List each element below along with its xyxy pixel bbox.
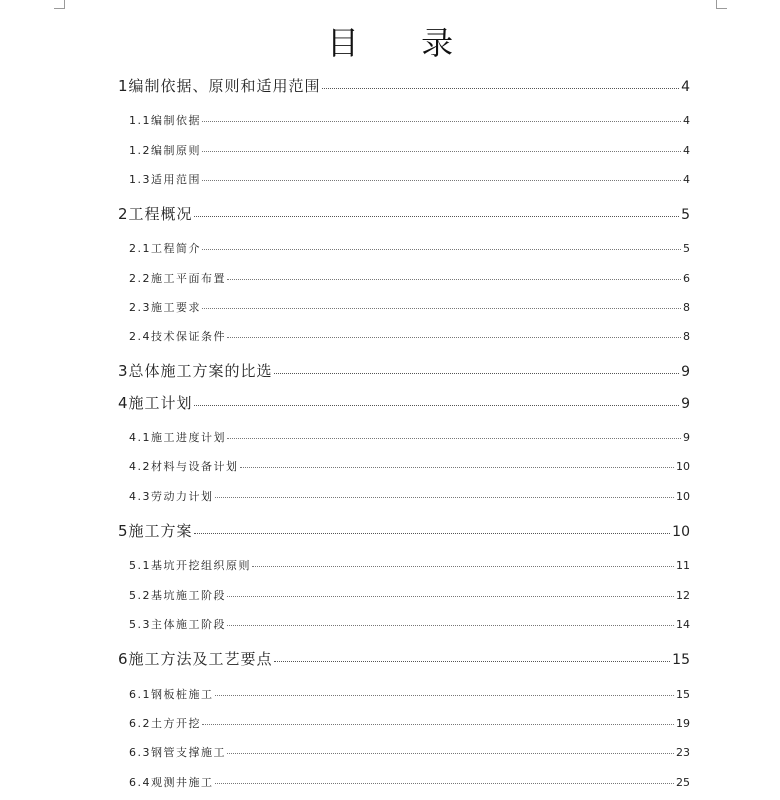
entry-number: 5.3 (129, 618, 151, 631)
dot-leader (202, 180, 681, 181)
entry-page-number: 19 (676, 717, 690, 730)
dot-leader (215, 783, 675, 784)
entry-page-number: 23 (676, 746, 690, 759)
toc-subsection-entry[interactable] (129, 744, 690, 760)
entry-number: 6.3 (129, 746, 151, 759)
entry-page-number: 9 (683, 431, 690, 444)
entry-page-number: 5 (683, 242, 690, 255)
entry-page-number: 4 (683, 114, 690, 127)
entry-page-number: 11 (676, 559, 690, 572)
entry-page-number: 25 (676, 776, 690, 789)
entry-page-number: 15 (672, 652, 690, 668)
entry-number: 6.4 (129, 776, 151, 789)
entry-title: 材料与设备计划 (151, 460, 239, 473)
entry-number: 6 (118, 650, 129, 668)
entry-title: 施工计划 (128, 394, 193, 412)
toc-section-entry[interactable] (118, 360, 690, 381)
entry-title: 工程简介 (151, 242, 201, 255)
dot-leader (274, 661, 671, 662)
entry-page-number: 9 (681, 396, 690, 412)
entry-page-number: 12 (676, 589, 690, 602)
dot-leader (227, 596, 674, 597)
dot-leader (202, 121, 681, 122)
entry-page-number: 4 (683, 173, 690, 186)
dot-leader (322, 88, 680, 89)
dot-leader (227, 438, 681, 439)
entry-title: 总体施工方案的比选 (128, 362, 273, 380)
dot-leader (274, 373, 680, 374)
toc-section-entry[interactable] (118, 520, 690, 541)
dot-leader (227, 625, 674, 626)
toc-subsection-entry[interactable] (129, 142, 690, 158)
entry-page-number: 4 (683, 144, 690, 157)
entry-number: 1 (118, 77, 129, 95)
toc-title: 目 录 (326, 24, 480, 62)
entry-title: 钢管支撑施工 (151, 746, 226, 759)
toc-subsection-entry[interactable] (129, 429, 690, 445)
entry-page-number: 5 (681, 207, 690, 223)
entry-page-number: 10 (676, 460, 690, 473)
entry-page-number: 4 (681, 79, 690, 95)
entry-number: 1.2 (129, 144, 151, 157)
entry-title: 主体施工阶段 (151, 618, 226, 631)
entry-title: 基坑开挖组织原则 (151, 559, 251, 572)
dot-leader (252, 566, 674, 567)
toc-subsection-entry[interactable] (129, 587, 690, 603)
dot-leader (227, 279, 681, 280)
toc-section-entry[interactable] (118, 392, 690, 413)
entry-title: 施工方法及工艺要点 (128, 650, 273, 668)
entry-page-number: 9 (681, 364, 690, 380)
entry-number: 6.1 (129, 688, 151, 701)
toc-subsection-entry[interactable] (129, 715, 690, 731)
entry-page-number: 8 (683, 330, 690, 343)
toc-subsection-entry[interactable] (129, 774, 690, 790)
dot-leader (194, 533, 671, 534)
dot-leader (194, 405, 680, 406)
entry-number: 6.2 (129, 717, 151, 730)
dot-leader (215, 497, 675, 498)
entry-number: 4.1 (129, 431, 151, 444)
entry-page-number: 14 (676, 618, 690, 631)
toc-subsection-entry[interactable] (129, 616, 690, 632)
toc-subsection-entry[interactable] (129, 557, 690, 573)
entry-number: 2.1 (129, 242, 151, 255)
toc-section-entry[interactable] (118, 648, 690, 669)
entry-title: 施工要求 (151, 301, 201, 314)
entry-title: 适用范围 (151, 173, 201, 186)
toc-subsection-entry[interactable] (129, 112, 690, 128)
toc-subsection-entry[interactable] (129, 686, 690, 702)
toc-section-entry[interactable] (118, 203, 690, 224)
dot-leader (202, 308, 681, 309)
dot-leader (240, 467, 675, 468)
dot-leader (227, 753, 674, 754)
entry-title: 钢板桩施工 (151, 688, 214, 701)
entry-page-number: 8 (683, 301, 690, 314)
entry-title: 施工平面布置 (151, 272, 226, 285)
entry-page-number: 15 (676, 688, 690, 701)
entry-number: 5 (118, 522, 129, 540)
toc-subsection-entry[interactable] (129, 488, 690, 504)
entry-title: 土方开挖 (151, 717, 201, 730)
entry-number: 3 (118, 362, 129, 380)
entry-title: 工程概况 (128, 205, 193, 223)
entry-number: 1.1 (129, 114, 151, 127)
toc-subsection-entry[interactable] (129, 171, 690, 187)
entry-title: 编制依据 (151, 114, 201, 127)
entry-title: 基坑施工阶段 (151, 589, 226, 602)
toc-subsection-entry[interactable] (129, 458, 690, 474)
entry-title: 编制依据、原则和适用范围 (128, 77, 321, 95)
entry-title: 技术保证条件 (151, 330, 226, 343)
toc-section-entry[interactable] (118, 75, 690, 96)
entry-number: 4.3 (129, 490, 151, 503)
entry-number: 2 (118, 205, 129, 223)
entry-number: 5.2 (129, 589, 151, 602)
dot-leader (227, 337, 681, 338)
entry-number: 2.3 (129, 301, 151, 314)
entry-title: 劳动力计划 (151, 490, 214, 503)
entry-page-number: 10 (672, 524, 690, 540)
dot-leader (202, 151, 681, 152)
toc-subsection-entry[interactable] (129, 270, 690, 286)
entry-number: 2.2 (129, 272, 151, 285)
entry-number: 4 (118, 394, 129, 412)
dot-leader (202, 724, 674, 725)
entry-title: 观测井施工 (151, 776, 214, 789)
toc-subsection-entry[interactable] (129, 299, 690, 315)
entry-title: 施工进度计划 (151, 431, 226, 444)
entry-page-number: 10 (676, 490, 690, 503)
dot-leader (215, 695, 675, 696)
toc-subsection-entry[interactable] (129, 328, 690, 344)
entry-number: 1.3 (129, 173, 151, 186)
entry-number: 4.2 (129, 460, 151, 473)
dot-leader (202, 249, 681, 250)
entry-number: 2.4 (129, 330, 151, 343)
dot-leader (194, 216, 680, 217)
toc-subsection-entry[interactable] (129, 240, 690, 256)
entry-title: 编制原则 (151, 144, 201, 157)
entry-number: 5.1 (129, 559, 151, 572)
entry-page-number: 6 (683, 272, 690, 285)
entry-title: 施工方案 (128, 522, 193, 540)
